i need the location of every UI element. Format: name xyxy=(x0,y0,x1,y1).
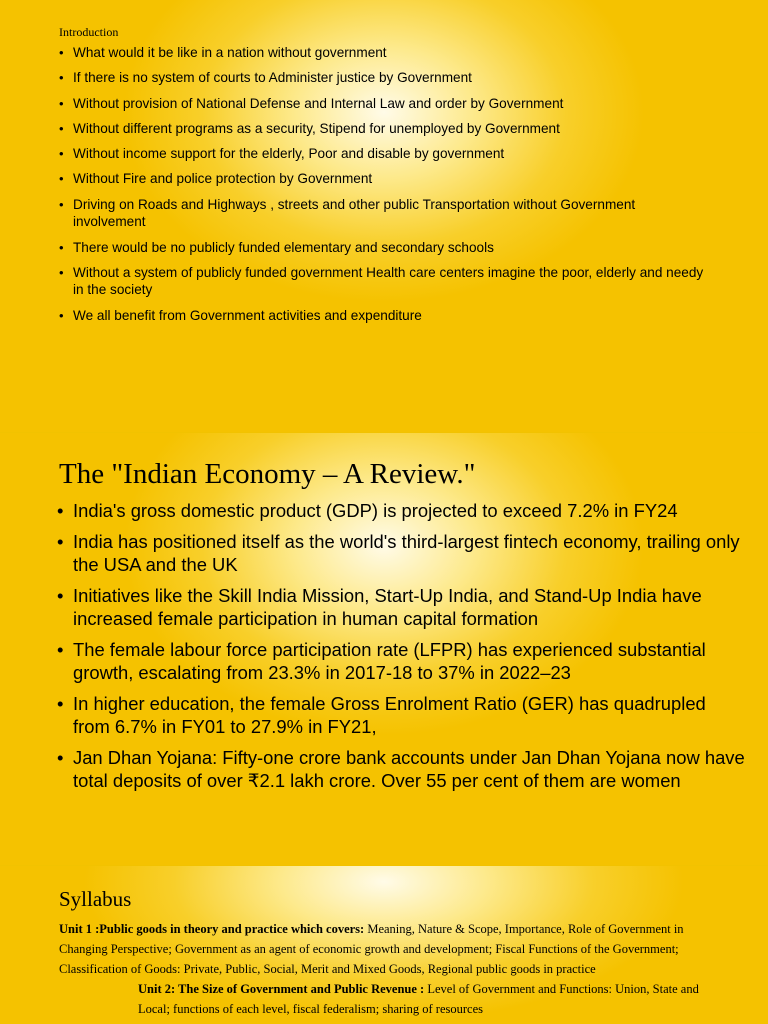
bullet-list xyxy=(57,499,747,800)
bullet-icon: • xyxy=(59,171,64,187)
bullet-text: In higher education, the female Gross Enrolment Ratio (GER) has quadrupled from 6.7% in FY01 to 27.9% in FY21, xyxy=(73,693,706,737)
unit2-heading: Unit 2: The Size of Government and Public Revenue : xyxy=(138,982,425,996)
bullet-item xyxy=(59,44,709,62)
bullet-text: We all benefit from Government activities and expenditure xyxy=(73,307,422,323)
bullet-item xyxy=(59,239,709,257)
bullet-item xyxy=(59,95,709,113)
bullet-item xyxy=(59,170,709,188)
unit1-heading: Unit 1 :Public goods in theory and practice which covers: xyxy=(59,922,365,936)
unit2-paragraph xyxy=(59,979,709,1019)
bullet-item xyxy=(59,120,709,138)
bullet-item xyxy=(57,530,747,576)
bullet-icon: • xyxy=(59,45,64,60)
slide-syllabus xyxy=(0,866,768,1024)
bullet-text: Without a system of publicly funded government Health care centers imagine the poor, elderly and needy in the society xyxy=(73,264,704,298)
bullet-text: Without Fire and police protection by Government xyxy=(73,171,373,187)
bullet-text: Without different programs as a security, Stipend for unemployed by Government xyxy=(73,120,560,136)
bullet-item xyxy=(57,746,747,792)
slide-title: Introduction xyxy=(59,25,119,39)
bullet-text: What would it be like in a nation without government xyxy=(73,45,387,60)
bullet-text: Initiatives like the Skill India Mission, Start-Up India, and Stand-Up India have increased female participation in human capital formation xyxy=(73,585,702,629)
bullet-text: If there is no system of courts to Administer justice by Government xyxy=(73,70,472,86)
bullet-item xyxy=(57,638,747,684)
bullet-icon: • xyxy=(57,747,64,768)
bullet-icon: • xyxy=(59,239,64,255)
bullet-icon: • xyxy=(59,120,64,136)
bullet-text: There would be no publicly funded elementary and secondary schools xyxy=(73,239,494,255)
slide-title: Syllabus xyxy=(59,887,132,911)
bullet-text: Without income support for the elderly, Poor and disable by government xyxy=(73,146,505,162)
bullet-icon: • xyxy=(57,693,64,714)
unit1-paragraph xyxy=(59,919,709,979)
bullet-icon: • xyxy=(59,264,64,280)
bullet-item xyxy=(59,145,709,163)
slide-indian-economy-review xyxy=(0,433,768,865)
bullet-item xyxy=(59,196,709,231)
unit2-text: Level of Government and Functions: Union, State and Local; functions of each level, fiscal federalism; sharing of resources xyxy=(138,982,699,1016)
bullet-icon: • xyxy=(57,639,64,660)
bullet-text: Jan Dhan Yojana: Fifty-one crore bank accounts under Jan Dhan Yojana now have total deposits of over ₹2.1 lakh crore. Over 55 per cent of them are women xyxy=(73,747,745,791)
bullet-text: Without provision of National Defense and Internal Law and order by Government xyxy=(73,95,564,111)
bullet-icon: • xyxy=(59,196,64,212)
bullet-text: Driving on Roads and Highways , streets and other public Transportation without Government involvement xyxy=(73,196,636,230)
bullet-icon: • xyxy=(59,95,64,111)
bullet-text: The female labour force participation rate (LFPR) has experienced substantial growth, escalating from 23.3% in 2017-18 to 37% in 2022–23 xyxy=(73,639,706,683)
bullet-icon: • xyxy=(59,146,64,162)
bullet-item xyxy=(57,692,747,738)
bullet-text: India has positioned itself as the world's third-largest fintech economy, trailing only the USA and the UK xyxy=(73,531,740,575)
slide-introduction xyxy=(0,0,768,432)
bullet-item xyxy=(57,584,747,630)
bullet-icon: • xyxy=(57,531,64,552)
bullet-icon: • xyxy=(57,500,64,521)
bullet-icon: • xyxy=(59,307,64,323)
unit1-text: Meaning, Nature & Scope, Importance, Role of Government in Changing Perspective; Government as an agent of economic growth and development; Fiscal Functions of the Government; Classification of Goods: Private, Public, Social, Merit and Mixed Goods, Regional public goods in practice xyxy=(59,922,684,976)
bullet-item xyxy=(57,499,747,522)
syllabus-body xyxy=(59,919,709,1019)
bullet-icon: • xyxy=(59,70,64,86)
bullet-item xyxy=(59,69,709,87)
bullet-item xyxy=(59,307,709,325)
bullet-item xyxy=(59,264,709,299)
bullet-list xyxy=(59,44,709,332)
bullet-icon: • xyxy=(57,585,64,606)
bullet-text: India's gross domestic product (GDP) is projected to exceed 7.2% in FY24 xyxy=(73,500,678,521)
slide-title: The "Indian Economy – A Review." xyxy=(59,458,476,490)
